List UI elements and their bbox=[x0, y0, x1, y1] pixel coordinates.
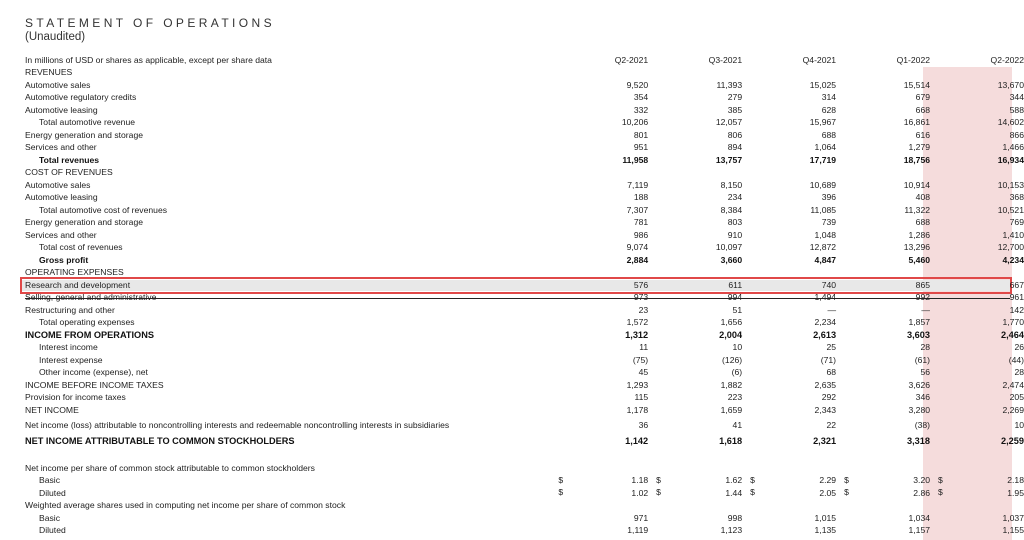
cell-value: 1,155 bbox=[1002, 525, 1024, 535]
cell-value: 992 bbox=[915, 292, 931, 302]
cell-value: 2,613 bbox=[813, 329, 837, 340]
table-row bbox=[25, 229, 1024, 242]
cell-value: 354 bbox=[633, 92, 649, 102]
cell-value: 616 bbox=[915, 129, 931, 140]
row-label: NET INCOME ATTRIBUTABLE TO COMMON STOCKHOLDERS bbox=[25, 436, 295, 446]
cell-value: 5,460 bbox=[908, 254, 931, 265]
cell-value: 292 bbox=[821, 392, 837, 402]
row-label: Selling, general and administrative bbox=[25, 292, 157, 302]
eps-cell bbox=[836, 475, 930, 488]
currency-symbol: $ bbox=[558, 487, 564, 497]
cell-value: 986 bbox=[633, 229, 649, 240]
cell-value: 951 bbox=[633, 142, 649, 152]
table-row bbox=[25, 67, 1024, 80]
cell-value: 8,150 bbox=[720, 179, 743, 190]
cell-value: 740 bbox=[821, 279, 837, 290]
table-row bbox=[25, 487, 1024, 500]
cell-value: (75) bbox=[632, 354, 649, 365]
table-row bbox=[25, 167, 1024, 180]
cell-value: 611 bbox=[728, 279, 743, 290]
cell-value: 15,025 bbox=[809, 79, 837, 90]
cell-value: 4,847 bbox=[814, 254, 837, 265]
cell-value: 41 bbox=[732, 420, 743, 431]
cell-value: 1,882 bbox=[720, 379, 743, 390]
table-row bbox=[25, 317, 1024, 330]
cell-value: 1,178 bbox=[626, 404, 649, 415]
cell-value: 25 bbox=[826, 342, 837, 352]
cell-value: 18,756 bbox=[903, 154, 931, 165]
table-row bbox=[25, 436, 1024, 449]
row-label: Total cost of revenues bbox=[39, 242, 123, 252]
cell-value bbox=[930, 267, 1024, 280]
section-heading: Weighted average shares used in computing net income per share of common stock bbox=[25, 500, 346, 510]
cell-value: 15,514 bbox=[903, 79, 931, 90]
eps-cell bbox=[550, 475, 648, 488]
currency-symbol: $ bbox=[656, 487, 661, 497]
row-label: Services and other bbox=[25, 142, 97, 152]
currency-symbol: $ bbox=[750, 474, 755, 485]
table-row bbox=[25, 512, 1024, 525]
cell-value: 667 bbox=[1009, 279, 1024, 290]
cell-value: 628 bbox=[821, 104, 837, 115]
eps-cell bbox=[742, 487, 836, 500]
row-label: Net income (loss) attributable to noncontrolling interests and redeemable noncontrolling interests in subsidiaries bbox=[25, 420, 450, 431]
cell-value bbox=[930, 67, 1024, 80]
currency-symbol: $ bbox=[844, 474, 849, 485]
currency-symbol: $ bbox=[938, 474, 943, 485]
cell-value: 2.86 bbox=[913, 487, 931, 498]
cell-value: 2,343 bbox=[814, 404, 837, 415]
cell-value: 3,603 bbox=[907, 329, 931, 340]
cell-value: 1,048 bbox=[814, 229, 837, 240]
eps-cell bbox=[742, 475, 836, 488]
cell-value: 16,861 bbox=[903, 117, 931, 127]
column-header: Q2-2022 bbox=[990, 54, 1024, 65]
cell-value: 803 bbox=[727, 217, 743, 227]
cell-value: 3,318 bbox=[907, 436, 931, 446]
currency-symbol: $ bbox=[750, 487, 755, 497]
strikethrough-line bbox=[25, 298, 1010, 299]
cell-value: 22 bbox=[826, 420, 837, 431]
cell-value: 7,307 bbox=[626, 204, 649, 215]
cell-value: 10 bbox=[732, 342, 743, 352]
cell-value bbox=[836, 267, 930, 280]
currency-symbol: $ bbox=[844, 487, 849, 497]
column-header: Q2-2021 bbox=[614, 54, 649, 65]
cell-value: 396 bbox=[821, 192, 837, 202]
cell-value: 865 bbox=[915, 279, 931, 290]
cell-value: 2,234 bbox=[814, 317, 837, 327]
cell-value: 1,618 bbox=[719, 436, 743, 446]
cell-value: 1,135 bbox=[814, 525, 837, 535]
cell-value: 781 bbox=[633, 217, 649, 227]
cell-value bbox=[836, 67, 930, 80]
row-label: Interest income bbox=[39, 342, 98, 352]
table-row bbox=[25, 475, 1024, 488]
cell-value: 998 bbox=[727, 512, 743, 523]
currency-symbol: $ bbox=[938, 487, 943, 497]
cell-value: 2,269 bbox=[1002, 404, 1024, 415]
cell-value: 14,602 bbox=[997, 117, 1024, 127]
cell-value: 679 bbox=[915, 92, 931, 102]
cell-value: 3,626 bbox=[908, 379, 931, 390]
cell-value: 4,234 bbox=[1002, 254, 1024, 265]
cell-value: 36 bbox=[638, 420, 649, 431]
table-row bbox=[25, 367, 1024, 380]
header-label: In millions of USD or shares as applicable, except per share data bbox=[25, 54, 272, 65]
cell-value: 9,520 bbox=[626, 79, 649, 90]
table-row bbox=[25, 254, 1024, 267]
cell-value: 13,670 bbox=[997, 79, 1024, 90]
cell-value bbox=[550, 67, 648, 80]
cell-value: 1,466 bbox=[1002, 142, 1024, 152]
cell-value: (44) bbox=[1008, 354, 1024, 365]
cell-value: 234 bbox=[727, 192, 743, 202]
cell-value: 8,384 bbox=[720, 204, 743, 215]
cell-value: 769 bbox=[1009, 217, 1024, 227]
cell-value: 13,757 bbox=[715, 154, 743, 165]
row-label: Restructuring and other bbox=[25, 304, 115, 315]
cell-value: 2,884 bbox=[626, 254, 649, 265]
cell-value: 806 bbox=[727, 129, 743, 140]
table-row bbox=[25, 267, 1024, 280]
table-row bbox=[25, 192, 1024, 205]
cell-value: 12,057 bbox=[715, 117, 743, 127]
cell-value: 2,321 bbox=[813, 436, 837, 446]
cell-value: 188 bbox=[633, 192, 649, 202]
row-label: Research and development bbox=[25, 279, 131, 290]
table-row bbox=[25, 342, 1024, 355]
row-label: Total operating expenses bbox=[39, 317, 135, 327]
table-row bbox=[25, 217, 1024, 230]
cell-value: 51 bbox=[732, 304, 743, 315]
row-label: REVENUES bbox=[25, 67, 73, 77]
cell-value bbox=[550, 167, 648, 180]
cell-value bbox=[550, 267, 648, 280]
row-label: Energy generation and storage bbox=[25, 217, 144, 227]
cell-value: 2,474 bbox=[1002, 379, 1024, 390]
cell-value: 588 bbox=[1009, 104, 1024, 115]
table-row bbox=[25, 129, 1024, 142]
row-label: Total automotive revenue bbox=[39, 117, 136, 127]
cell-value: 1,123 bbox=[720, 525, 743, 535]
cell-value: 17,719 bbox=[809, 154, 837, 165]
row-label: Provision for income taxes bbox=[25, 392, 126, 402]
cell-value: 1,494 bbox=[814, 292, 837, 302]
cell-value: 2,635 bbox=[814, 379, 837, 390]
table-row bbox=[25, 525, 1024, 538]
row-label: NET INCOME bbox=[25, 404, 79, 415]
row-label: Automotive sales bbox=[25, 179, 91, 190]
cell-value: 344 bbox=[1009, 92, 1024, 102]
cell-value: 3,660 bbox=[720, 254, 743, 265]
cell-value: 223 bbox=[727, 392, 743, 402]
cell-value: 28 bbox=[1014, 367, 1024, 377]
eps-cell bbox=[648, 487, 742, 500]
cell-value: 10,914 bbox=[903, 179, 931, 190]
cell-value: 1.18 bbox=[631, 475, 649, 485]
eps-cell bbox=[836, 487, 930, 500]
cell-value: 332 bbox=[633, 104, 649, 115]
table-row bbox=[25, 242, 1024, 255]
cell-value bbox=[648, 267, 742, 280]
eps-cell bbox=[648, 475, 742, 488]
cell-value: 894 bbox=[727, 142, 743, 152]
row-label: INCOME BEFORE INCOME TAXES bbox=[25, 379, 164, 390]
cell-value bbox=[930, 167, 1024, 180]
cell-value: 16,934 bbox=[997, 154, 1024, 165]
row-label: Other income (expense), net bbox=[39, 367, 148, 377]
cell-value: 961 bbox=[1009, 292, 1024, 302]
row-label: Services and other bbox=[25, 229, 97, 240]
table-row bbox=[25, 392, 1024, 405]
cell-value: 1,157 bbox=[908, 525, 931, 535]
cell-value bbox=[836, 167, 930, 180]
cell-value: — bbox=[921, 304, 931, 315]
cell-value: (6) bbox=[731, 367, 743, 377]
cell-value: 1.44 bbox=[725, 487, 743, 498]
cell-value: 10,206 bbox=[621, 117, 649, 127]
cell-value: 576 bbox=[633, 279, 649, 290]
cell-value: 205 bbox=[1009, 392, 1024, 402]
table-row bbox=[25, 500, 1024, 513]
eps-cell bbox=[550, 487, 648, 500]
row-label: Diluted bbox=[39, 487, 66, 498]
cell-value: 2.05 bbox=[819, 487, 837, 498]
row-label: Automotive sales bbox=[25, 79, 91, 90]
eps-cell bbox=[930, 475, 1024, 488]
cell-value: 1,034 bbox=[908, 512, 931, 523]
table-row bbox=[25, 417, 1024, 436]
section-heading: Net income per share of common stock attributable to common stockholders bbox=[25, 462, 315, 473]
cell-value bbox=[742, 67, 836, 80]
cell-value: 1,286 bbox=[908, 229, 931, 240]
table-row bbox=[25, 154, 1024, 167]
table-row bbox=[25, 329, 1024, 342]
table-row bbox=[25, 279, 1024, 292]
table-row bbox=[25, 204, 1024, 217]
row-label: Basic bbox=[39, 475, 61, 485]
row-label: Basic bbox=[39, 512, 61, 523]
cell-value: 2.18 bbox=[1007, 475, 1024, 485]
table-row bbox=[25, 179, 1024, 192]
cell-value: 668 bbox=[915, 104, 931, 115]
cell-value: 10,689 bbox=[809, 179, 837, 190]
row-label: INCOME FROM OPERATIONS bbox=[25, 329, 154, 340]
cell-value: 2,004 bbox=[719, 329, 743, 340]
table-row bbox=[25, 354, 1024, 367]
cell-value: 28 bbox=[920, 342, 931, 352]
cell-value: 1,410 bbox=[1002, 229, 1024, 240]
eps-cell bbox=[930, 487, 1024, 500]
cell-value: 801 bbox=[633, 129, 649, 140]
cell-value: 3.20 bbox=[913, 475, 931, 485]
cell-value: 1.62 bbox=[725, 475, 743, 485]
cell-value: 10,153 bbox=[997, 179, 1024, 190]
table-row bbox=[25, 404, 1024, 417]
cell-value: 385 bbox=[727, 104, 743, 115]
cell-value: 26 bbox=[1014, 342, 1024, 352]
row-label: Automotive regulatory credits bbox=[25, 92, 137, 102]
cell-value: 2.29 bbox=[819, 475, 837, 485]
cell-value: 1,037 bbox=[1002, 512, 1024, 523]
statement-title: STATEMENT OF OPERATIONS bbox=[25, 16, 275, 30]
cell-value: 314 bbox=[821, 92, 837, 102]
cell-value: 11 bbox=[639, 342, 649, 352]
spacer-row bbox=[25, 448, 1024, 462]
cell-value: 1,293 bbox=[626, 379, 649, 390]
cell-value: 408 bbox=[915, 192, 931, 202]
cell-value: 68 bbox=[826, 367, 837, 377]
cell-value: 1.02 bbox=[631, 487, 649, 498]
cell-value: 11,322 bbox=[904, 204, 931, 215]
cell-value: 973 bbox=[633, 292, 649, 302]
cell-value: 2,259 bbox=[1001, 436, 1024, 446]
cell-value: 10 bbox=[1014, 420, 1024, 431]
cell-value: (126) bbox=[722, 354, 743, 365]
cell-value: 9,074 bbox=[626, 242, 649, 252]
row-label: Total revenues bbox=[39, 154, 100, 165]
cell-value: 45 bbox=[638, 367, 649, 377]
row-label: Automotive leasing bbox=[25, 192, 98, 202]
cell-value: 1,119 bbox=[627, 525, 649, 535]
cell-value: 56 bbox=[920, 367, 931, 377]
cell-value: 368 bbox=[1009, 192, 1024, 202]
row-label: Interest expense bbox=[39, 354, 103, 365]
cell-value: 15,967 bbox=[809, 117, 837, 127]
currency-symbol: $ bbox=[558, 474, 564, 485]
cell-value: 2,464 bbox=[1001, 329, 1024, 340]
cell-value: 11,393 bbox=[716, 79, 743, 90]
row-label: COST OF REVENUES bbox=[25, 167, 113, 177]
cell-value: 12,872 bbox=[809, 242, 837, 252]
statement-subtitle: (Unaudited) bbox=[25, 31, 86, 43]
cell-value: 910 bbox=[727, 229, 743, 240]
cell-value: 3,280 bbox=[908, 404, 931, 415]
cell-value: 346 bbox=[915, 392, 931, 402]
row-label: Energy generation and storage bbox=[25, 129, 144, 140]
cell-value: 1,015 bbox=[814, 512, 837, 523]
cell-value: 115 bbox=[634, 392, 649, 402]
cell-value: 7,119 bbox=[627, 179, 649, 190]
column-header: Q4-2021 bbox=[802, 54, 837, 65]
row-label: Gross profit bbox=[39, 254, 89, 265]
column-header-row bbox=[25, 54, 1024, 67]
cell-value: — bbox=[827, 304, 837, 315]
cell-value: 10,521 bbox=[997, 204, 1024, 215]
cell-value: 11,085 bbox=[810, 204, 837, 215]
cell-value: (38) bbox=[914, 420, 931, 431]
row-label: Total automotive cost of revenues bbox=[39, 204, 168, 215]
cell-value: 1,279 bbox=[908, 142, 931, 152]
cell-value: 1,770 bbox=[1002, 317, 1024, 327]
cell-value: 12,700 bbox=[997, 242, 1024, 252]
cell-value bbox=[648, 167, 742, 180]
cell-value: (61) bbox=[914, 354, 931, 365]
cell-value: 739 bbox=[821, 217, 837, 227]
currency-symbol: $ bbox=[656, 474, 661, 485]
cell-value: 1.95 bbox=[1007, 487, 1024, 498]
cell-value: 11,958 bbox=[622, 154, 649, 165]
row-label: Automotive leasing bbox=[25, 104, 98, 115]
column-header: Q3-2021 bbox=[708, 54, 743, 65]
cell-value: 13,296 bbox=[903, 242, 931, 252]
table-row bbox=[25, 462, 1024, 475]
cell-value: (71) bbox=[820, 354, 837, 365]
cell-value: 971 bbox=[633, 512, 649, 523]
cell-value: 1,857 bbox=[908, 317, 931, 327]
cell-value: 1,064 bbox=[814, 142, 837, 152]
cell-value: 994 bbox=[727, 292, 743, 302]
cell-value bbox=[742, 267, 836, 280]
table-row bbox=[25, 142, 1024, 155]
table-row bbox=[25, 92, 1024, 105]
cell-value: 10,097 bbox=[715, 242, 743, 252]
row-label: Diluted bbox=[39, 525, 66, 535]
cell-value: 866 bbox=[1009, 129, 1024, 140]
cell-value: 1,656 bbox=[720, 317, 743, 327]
cell-value: 142 bbox=[1009, 304, 1024, 315]
cell-value: 1,659 bbox=[720, 404, 743, 415]
table-row bbox=[25, 379, 1024, 392]
cell-value: 688 bbox=[915, 217, 931, 227]
cell-value bbox=[648, 67, 742, 80]
column-header: Q1-2022 bbox=[896, 54, 931, 65]
cell-value: 279 bbox=[727, 92, 743, 102]
cell-value: 688 bbox=[821, 129, 837, 140]
cell-value: 23 bbox=[638, 304, 649, 315]
table-row bbox=[25, 304, 1024, 317]
cell-value: 1,572 bbox=[626, 317, 649, 327]
operations-table bbox=[25, 54, 1024, 537]
cell-value: 1,142 bbox=[625, 436, 649, 446]
table-row bbox=[25, 79, 1024, 92]
cell-value: 1,312 bbox=[625, 329, 649, 340]
table-row bbox=[25, 117, 1024, 130]
table-row bbox=[25, 104, 1024, 117]
row-label: OPERATING EXPENSES bbox=[25, 267, 124, 277]
cell-value bbox=[742, 167, 836, 180]
